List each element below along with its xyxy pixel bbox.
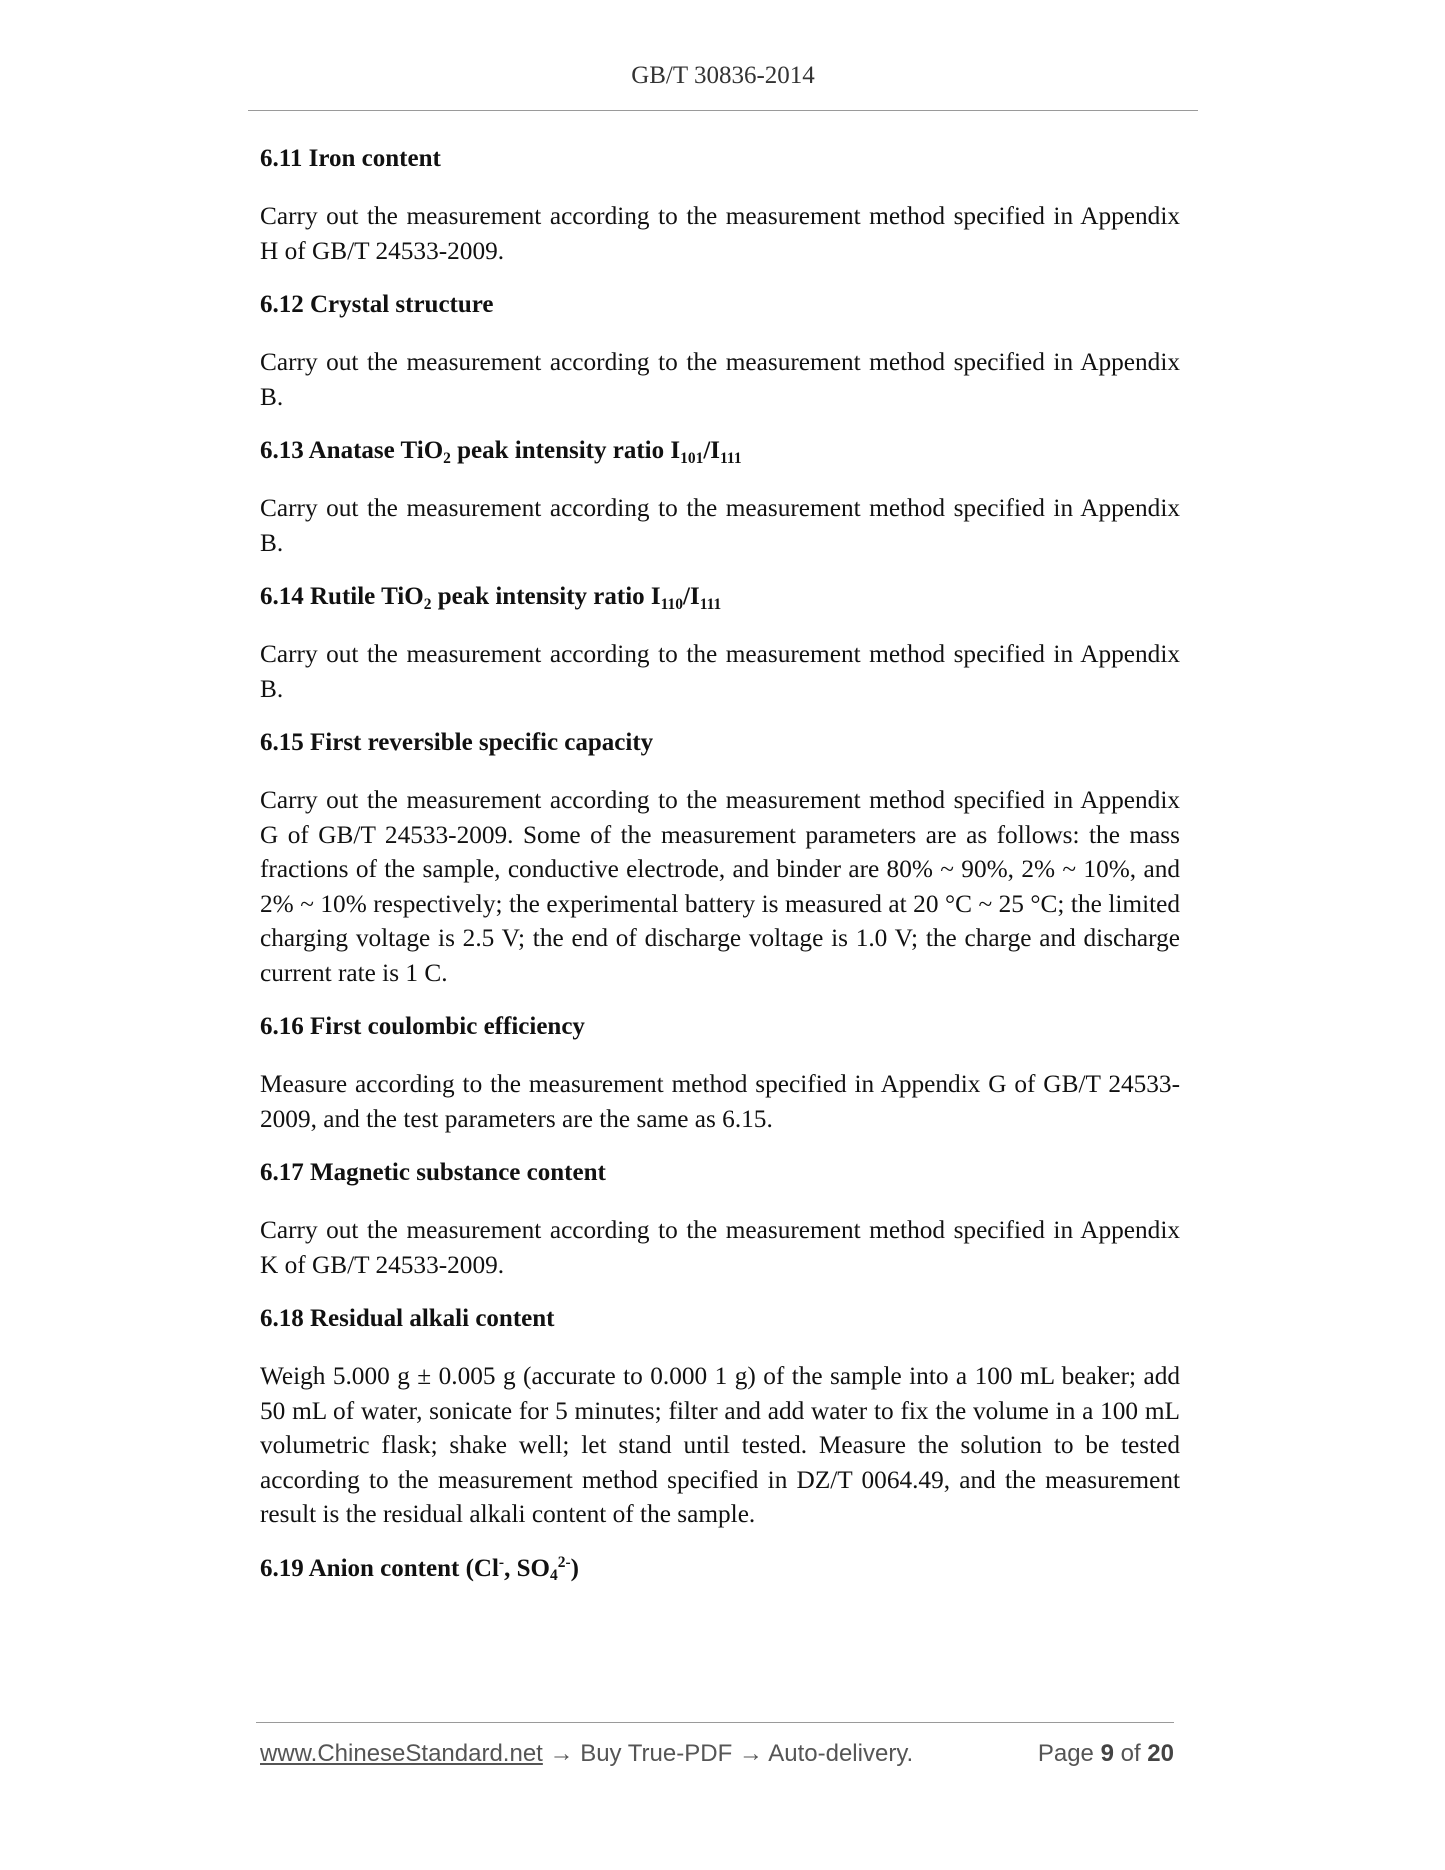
section-heading: 6.16 First coulombic efficiency [260, 1013, 585, 1040]
section-6-15 [260, 726, 1180, 990]
section-6-11 [260, 142, 1180, 268]
subscript: 4 [549, 1567, 558, 1585]
delivery-text: Auto-delivery. [768, 1740, 914, 1767]
section-heading: 6.12 Crystal structure [260, 291, 494, 318]
section-heading: 6.15 First reversible specific capacity [260, 729, 654, 756]
section-heading [260, 1552, 1180, 1586]
page-label: Page [1037, 1740, 1094, 1767]
superscript: 2- [557, 1553, 571, 1571]
heading-text: 6.13 Anatase TiO [260, 437, 444, 464]
subscript: 101 [680, 449, 704, 467]
header-divider [248, 110, 1198, 111]
heading-text: , SO [504, 1554, 550, 1582]
page-counter [1038, 1740, 1174, 1768]
subscript: 2 [423, 595, 432, 613]
page-total: 20 [1147, 1740, 1174, 1767]
heading-text: /I [703, 437, 721, 464]
website-link[interactable]: www.ChineseStandard.net [260, 1740, 543, 1767]
section-heading [260, 434, 1180, 468]
section-paragraph: Carry out the measurement according to the measurement method specified in Appendix B. [260, 348, 1180, 411]
page-number: 9 [1100, 1740, 1114, 1767]
section-paragraph: Carry out the measurement according to the measurement method specified in Appendix G of GB/T 24533-2009. Some of the measurement parameters are as follows: the mass fractions of the sample, conductive electrode, and binder are 80% ~ 90%, 2% ~ 10%, and 2% ~ 10% respectively; the experimental battery is measured at 20 °C ~ 25 °C; the limited charging voltage is 2.5 V; the end of discharge voltage is 1.0 V; the charge and discharge current rate is 1 C. [260, 786, 1180, 987]
section-6-12 [260, 288, 1180, 414]
section-6-18 [260, 1302, 1180, 1532]
subscript: 110 [660, 595, 684, 613]
section-6-19 [260, 1552, 1180, 1586]
document-body [260, 142, 1180, 1609]
section-paragraph: Carry out the measurement according to the measurement method specified in Appendix B. [260, 640, 1180, 703]
section-6-13 [260, 434, 1180, 560]
section-heading [260, 580, 1180, 614]
heading-text: 6.14 Rutile TiO [260, 583, 424, 610]
section-paragraph: Measure according to the measurement method specified in Appendix G of GB/T 24533-2009, and the test parameters are the same as 6.15. [260, 1070, 1180, 1133]
heading-text: peak intensity ratio I [450, 437, 681, 464]
footer-divider [256, 1722, 1174, 1723]
section-6-14 [260, 580, 1180, 706]
superscript: - [498, 1553, 505, 1571]
section-heading: 6.17 Magnetic substance content [260, 1159, 606, 1186]
section-paragraph: Weigh 5.000 g ± 0.005 g (accurate to 0.000 1 g) of the sample into a 100 mL beaker; add 50 mL of water, sonicate for 5 minutes; filter and add water to fix the volume in a 100 mL volumetric flask; shake well; let stand until tested. Measure the solution to be tested according to the measurement method specified in DZ/T 0064.49, and the measurement result is the residual alkali content of the sample. [260, 1362, 1180, 1528]
heading-text: 6.19 Anion content (Cl [260, 1554, 499, 1582]
section-6-17 [260, 1156, 1180, 1282]
arrow-icon: → [732, 1740, 769, 1767]
section-heading: 6.11 Iron content [260, 145, 441, 172]
section-heading: 6.18 Residual alkali content [260, 1305, 555, 1332]
arrow-icon: → [542, 1740, 581, 1767]
heading-text: peak intensity ratio I [431, 583, 661, 610]
of-label: of [1120, 1740, 1141, 1767]
page-header-title: GB/T 30836-2014 [631, 62, 815, 89]
subscript: 2 [443, 449, 451, 467]
section-paragraph: Carry out the measurement according to the measurement method specified in Appendix B. [260, 494, 1180, 557]
heading-text: ) [570, 1554, 579, 1582]
buy-text: Buy True-PDF [580, 1740, 733, 1767]
heading-text: /I [683, 583, 700, 610]
footer-promo [260, 1740, 913, 1768]
section-paragraph: Carry out the measurement according to the measurement method specified in Appendix H of GB/T 24533-2009. [260, 202, 1180, 265]
subscript: 111 [699, 595, 722, 613]
section-6-16 [260, 1010, 1180, 1136]
subscript: 111 [720, 449, 742, 467]
section-paragraph: Carry out the measurement according to the measurement method specified in Appendix K of GB/T 24533-2009. [260, 1216, 1180, 1279]
